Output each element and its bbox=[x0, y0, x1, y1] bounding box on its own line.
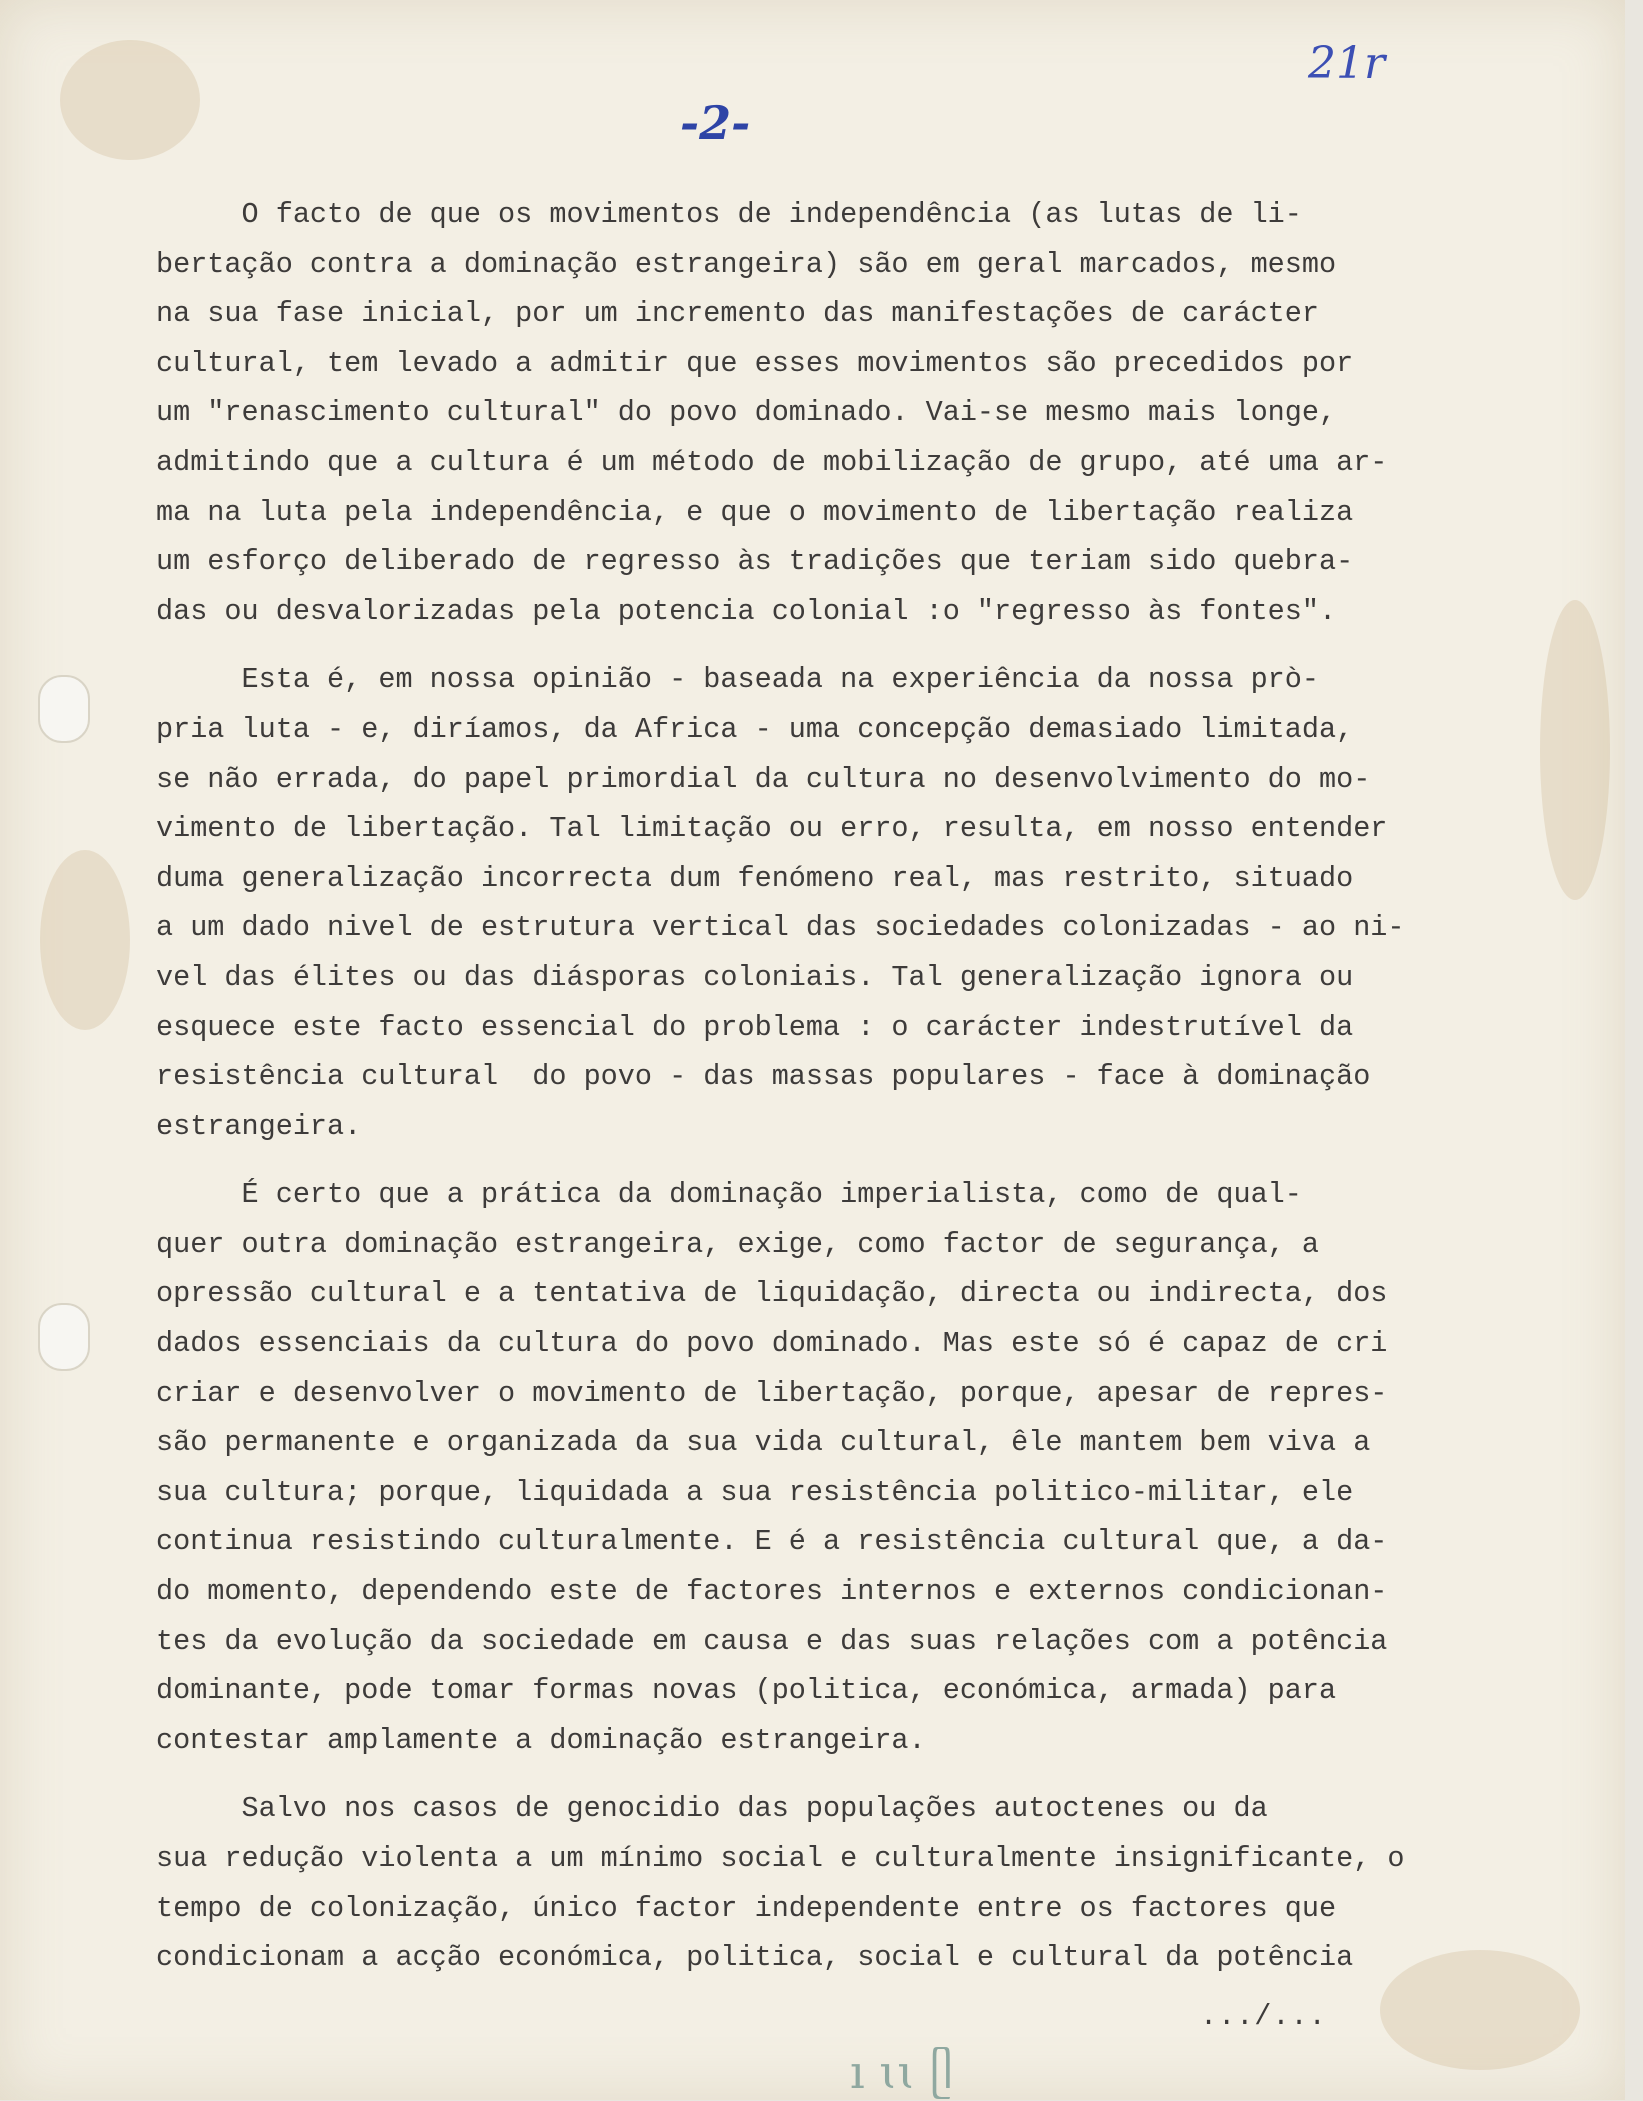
punch-hole bbox=[38, 1303, 90, 1371]
text-line: Salvo nos casos de genocidio das populações autoctenes ou da bbox=[156, 1792, 1268, 1826]
paragraph bbox=[156, 1784, 1626, 1982]
text-line: sua redução violenta a um mínimo social e culturalmente insignificante, o bbox=[156, 1842, 1405, 1875]
text-line: continua resistindo culturalmente. E é a resistência cultural que, a da- bbox=[156, 1525, 1388, 1559]
text-line: dados essenciais da cultura do povo dominado. Mas este só é capaz de cri bbox=[156, 1327, 1388, 1361]
text-line: são permanente e organizada da sua vida cultural, êle mantem bem viva a bbox=[156, 1426, 1371, 1460]
text-line: vel das élites ou das diásporas coloniais. Tal generalização ignora ou bbox=[156, 960, 1354, 994]
text-line: pria luta - e, diríamos, da Africa - uma concepção demasiado limitada, bbox=[156, 712, 1354, 746]
text-line: admitindo que a cultura é um método de mobilização de grupo, até uma ar- bbox=[156, 445, 1388, 479]
text-line: na sua fase inicial, por um incremento das manifestações de carácter bbox=[156, 297, 1319, 331]
punch-hole bbox=[38, 675, 90, 743]
stain bbox=[60, 40, 200, 160]
text-line: a um dado nivel de estrutura vertical das sociedades colonizadas - ao ni- bbox=[156, 911, 1405, 945]
text-line: duma generalização incorrecta dum fenómeno real, mas restrito, situado bbox=[156, 861, 1354, 895]
text-line: opressão cultural e a tentativa de liquidação, directa ou indirecta, dos bbox=[156, 1277, 1388, 1311]
paragraph bbox=[156, 190, 1626, 636]
continuation-mark: .../... bbox=[1200, 2000, 1327, 2033]
text-line: das ou desvalorizadas pela potencia colonial :o "regresso às fontes". bbox=[156, 594, 1337, 628]
text-line: tempo de colonização, único factor independente entre os factores que bbox=[156, 1891, 1337, 1925]
body-text bbox=[156, 190, 1626, 2002]
text-line: É certo que a prática da dominação imperialista, como de qual- bbox=[156, 1178, 1302, 1212]
text-line: vimento de libertação. Tal limitação ou erro, resulta, em nosso entender bbox=[156, 812, 1388, 846]
stain bbox=[40, 850, 130, 1030]
pencil-annotation: ı ɩɩ ᥫ bbox=[850, 2045, 954, 2099]
folio-number: 21r bbox=[1307, 38, 1385, 89]
text-line: dominante, pode tomar formas novas (politica, económica, armada) para bbox=[156, 1674, 1337, 1708]
text-line: criar e desenvolver o movimento de libertação, porque, apesar de repres- bbox=[156, 1376, 1388, 1410]
paragraph bbox=[156, 655, 1626, 1151]
text-line: bertação contra a dominação estrangeira) são em geral marcados, mesmo bbox=[156, 247, 1337, 281]
text-line: esquece este facto essencial do problema : o carácter indestrutível da bbox=[156, 1010, 1354, 1044]
text-line: condicionam a acção económica, politica, social e cultural da potência bbox=[156, 1941, 1354, 1975]
text-line: Esta é, em nossa opinião - baseada na experiência da nossa prò- bbox=[156, 663, 1319, 697]
text-line: um esforço deliberado de regresso às tradições que teriam sido quebra- bbox=[156, 545, 1354, 579]
text-line: do momento, dependendo este de factores internos e externos condicionan- bbox=[156, 1575, 1388, 1609]
text-line: O facto de que os movimentos de independência (as lutas de li- bbox=[156, 198, 1302, 231]
text-line: ma na luta pela independência, e que o movimento de libertação realiza bbox=[156, 495, 1354, 529]
paragraph bbox=[156, 1170, 1626, 1765]
text-line: sua cultura; porque, liquidada a sua resistência politico-militar, ele bbox=[156, 1475, 1354, 1509]
text-line: estrangeira. bbox=[156, 1109, 362, 1143]
text-line: um "renascimento cultural" do povo dominado. Vai-se mesmo mais longe, bbox=[156, 396, 1337, 430]
text-line: resistência cultural do povo - das massas populares - face à dominação bbox=[156, 1060, 1371, 1094]
text-line: tes da evolução da sociedade em causa e das suas relações com a potência bbox=[156, 1624, 1388, 1658]
text-line: se não errada, do papel primordial da cultura no desenvolvimento do mo- bbox=[156, 762, 1371, 796]
text-line: cultural, tem levado a admitir que esses movimentos são precedidos por bbox=[156, 346, 1354, 380]
text-line: quer outra dominação estrangeira, exige, como factor de segurança, a bbox=[156, 1227, 1319, 1261]
text-line: contestar amplamente a dominação estrangeira. bbox=[156, 1723, 926, 1757]
page-marker: -2- bbox=[680, 96, 751, 150]
